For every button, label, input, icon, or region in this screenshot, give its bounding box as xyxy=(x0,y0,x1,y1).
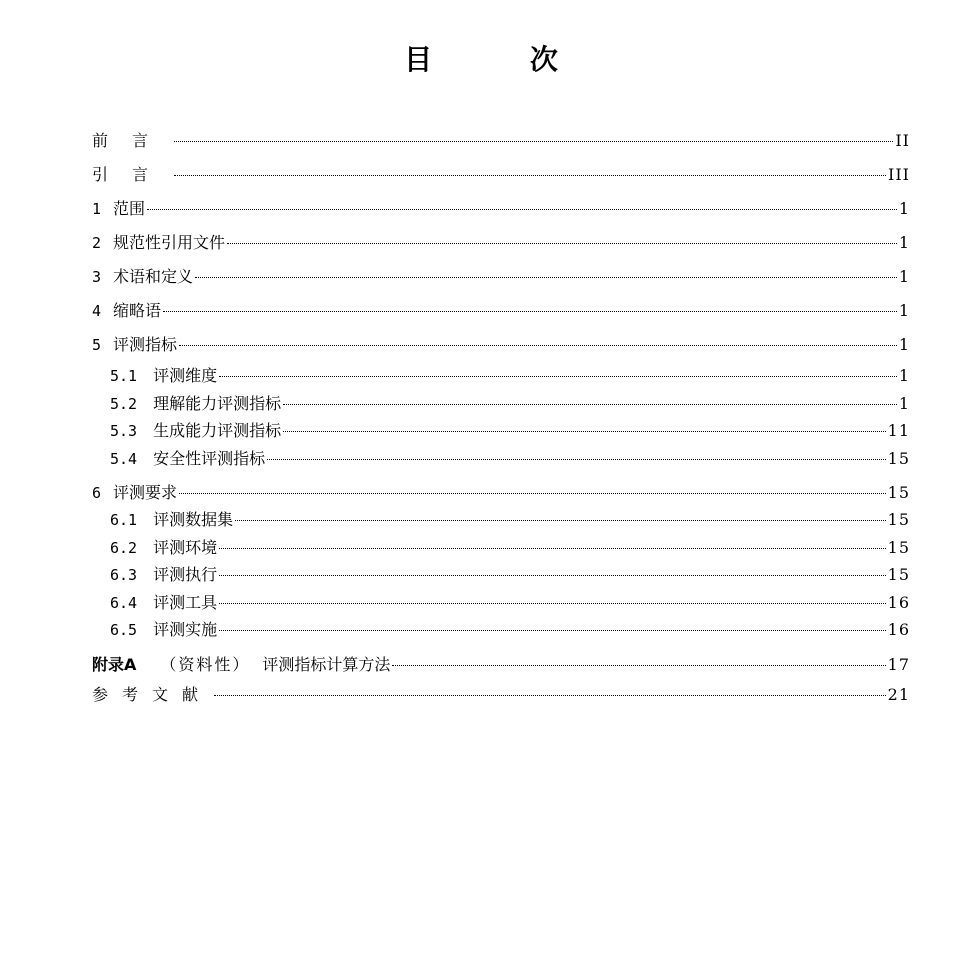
toc-dot-leader xyxy=(235,520,886,521)
toc-entry-5[interactable] xyxy=(92,330,910,364)
toc-entry-5-1[interactable] xyxy=(92,364,910,392)
toc-entry-label: 前言 xyxy=(92,131,173,150)
toc-entry-page: 15 xyxy=(887,537,910,557)
toc-entry-label: 评测实施 xyxy=(153,620,218,639)
toc-entry-references[interactable] xyxy=(92,680,910,714)
toc-entry-2[interactable] xyxy=(92,228,910,262)
toc-entry-number: 2 xyxy=(92,234,102,252)
toc-dot-leader xyxy=(283,431,886,432)
toc-entry-page: 11 xyxy=(887,421,910,440)
toc-entry-page: 1 xyxy=(898,301,910,320)
toc-entry-label: 评测指标计算方法 xyxy=(262,654,391,674)
toc-dot-leader xyxy=(147,209,897,210)
toc-entry-label: 引言 xyxy=(92,165,173,184)
toc-dot-leader xyxy=(174,141,893,142)
toc-entry-label: 评测工具 xyxy=(153,592,218,612)
toc-entry-number: 5.4 xyxy=(110,449,138,468)
toc-entry-page: 1 xyxy=(898,335,910,354)
toc-entry-label: 评测要求 xyxy=(113,483,178,502)
toc-entry-label: 评测维度 xyxy=(153,366,218,385)
toc-dot-leader xyxy=(179,345,897,346)
toc-entry-page: 17 xyxy=(887,654,910,674)
toc-entry-page: III xyxy=(888,165,910,184)
toc-entry-page: 16 xyxy=(887,620,910,639)
toc-entry-page: 1 xyxy=(898,393,910,413)
toc-entry-label: 规范性引用文件 xyxy=(113,233,226,252)
toc-entry-label: 缩略语 xyxy=(113,301,162,320)
toc-entry-label: 评测环境 xyxy=(153,537,218,557)
toc-entry-page: 1 xyxy=(898,267,910,286)
toc-entry-page: 15 xyxy=(887,483,910,502)
toc-entry-label: 术语和定义 xyxy=(113,267,194,286)
toc-dot-leader xyxy=(214,695,886,696)
toc-entry-page: 1 xyxy=(898,199,910,218)
toc-entry-number: 5.2 xyxy=(110,394,138,413)
toc-entry-label: 评测数据集 xyxy=(153,510,234,529)
toc-dot-leader xyxy=(392,665,885,666)
toc-entry-5-4[interactable] xyxy=(92,447,910,475)
toc-entry-label: 评测指标 xyxy=(113,335,178,354)
toc-entry-number: 4 xyxy=(92,302,102,320)
toc-entry-6-3[interactable] xyxy=(92,563,910,591)
toc-dot-leader xyxy=(174,175,886,176)
toc-entry-label: 理解能力评测指标 xyxy=(153,393,282,413)
toc-entry-number: 6 xyxy=(92,484,102,502)
toc-entry-page: 21 xyxy=(887,684,910,704)
toc-entry-6-2[interactable] xyxy=(92,536,910,564)
toc-dot-leader xyxy=(163,311,897,312)
toc-entry-page: 1 xyxy=(898,366,910,385)
toc-entry-number: 6.4 xyxy=(110,593,138,612)
toc-entry-3[interactable] xyxy=(92,262,910,296)
toc-dot-leader xyxy=(283,404,897,405)
toc-dot-leader xyxy=(179,493,886,494)
toc-entry-1[interactable] xyxy=(92,194,910,228)
table-of-contents xyxy=(92,126,910,714)
toc-entry-number: 5.1 xyxy=(110,367,138,385)
toc-dot-leader xyxy=(219,603,886,604)
toc-entry-5-2[interactable] xyxy=(92,392,910,420)
toc-entry-6-4[interactable] xyxy=(92,591,910,619)
toc-entry-page: 15 xyxy=(887,510,910,529)
toc-entry-6-1[interactable] xyxy=(92,508,910,536)
toc-entry-label: 参考文献 xyxy=(92,684,213,704)
toc-entry-page: 1 xyxy=(898,233,910,252)
toc-entry-label: 生成能力评测指标 xyxy=(153,421,282,440)
toc-entry-number: 6.3 xyxy=(110,566,138,584)
toc-dot-leader xyxy=(227,243,897,244)
toc-entry-number: 5.3 xyxy=(110,422,138,440)
toc-entry-label: 评测执行 xyxy=(153,565,218,584)
toc-entry-label: 范围 xyxy=(113,199,146,218)
toc-entry-number: 5 xyxy=(92,336,102,354)
toc-annex-number: 附录A xyxy=(92,654,137,674)
toc-entry-number: 6.2 xyxy=(110,538,138,557)
toc-entry-page: II xyxy=(895,131,910,150)
page-title: 目 次 xyxy=(404,43,602,76)
toc-dot-leader xyxy=(267,459,886,460)
toc-entry-label: 安全性评测指标 xyxy=(153,448,266,468)
toc-dot-leader xyxy=(219,575,886,576)
toc-dot-leader xyxy=(219,548,886,549)
toc-entry-number: 6.1 xyxy=(110,511,138,529)
toc-entry-page: 16 xyxy=(887,592,910,612)
toc-entry-6-5[interactable] xyxy=(92,618,910,646)
toc-dot-leader xyxy=(219,630,886,631)
toc-entry-introduction[interactable] xyxy=(92,160,910,194)
toc-entry-5-3[interactable] xyxy=(92,419,910,447)
toc-entry-number: 6.5 xyxy=(110,621,138,639)
toc-entry-annex-a[interactable] xyxy=(92,646,910,680)
toc-entry-foreword[interactable] xyxy=(92,126,910,160)
toc-entry-6[interactable] xyxy=(92,474,910,508)
toc-entry-number: 3 xyxy=(92,268,102,286)
toc-entry-page: 15 xyxy=(887,565,910,584)
toc-entry-number: 1 xyxy=(92,200,102,218)
toc-entry-page: 15 xyxy=(887,448,910,468)
toc-dot-leader xyxy=(219,376,897,377)
toc-entry-4[interactable] xyxy=(92,296,910,330)
toc-annex-type: （资料性） xyxy=(160,654,251,674)
toc-dot-leader xyxy=(195,277,897,278)
